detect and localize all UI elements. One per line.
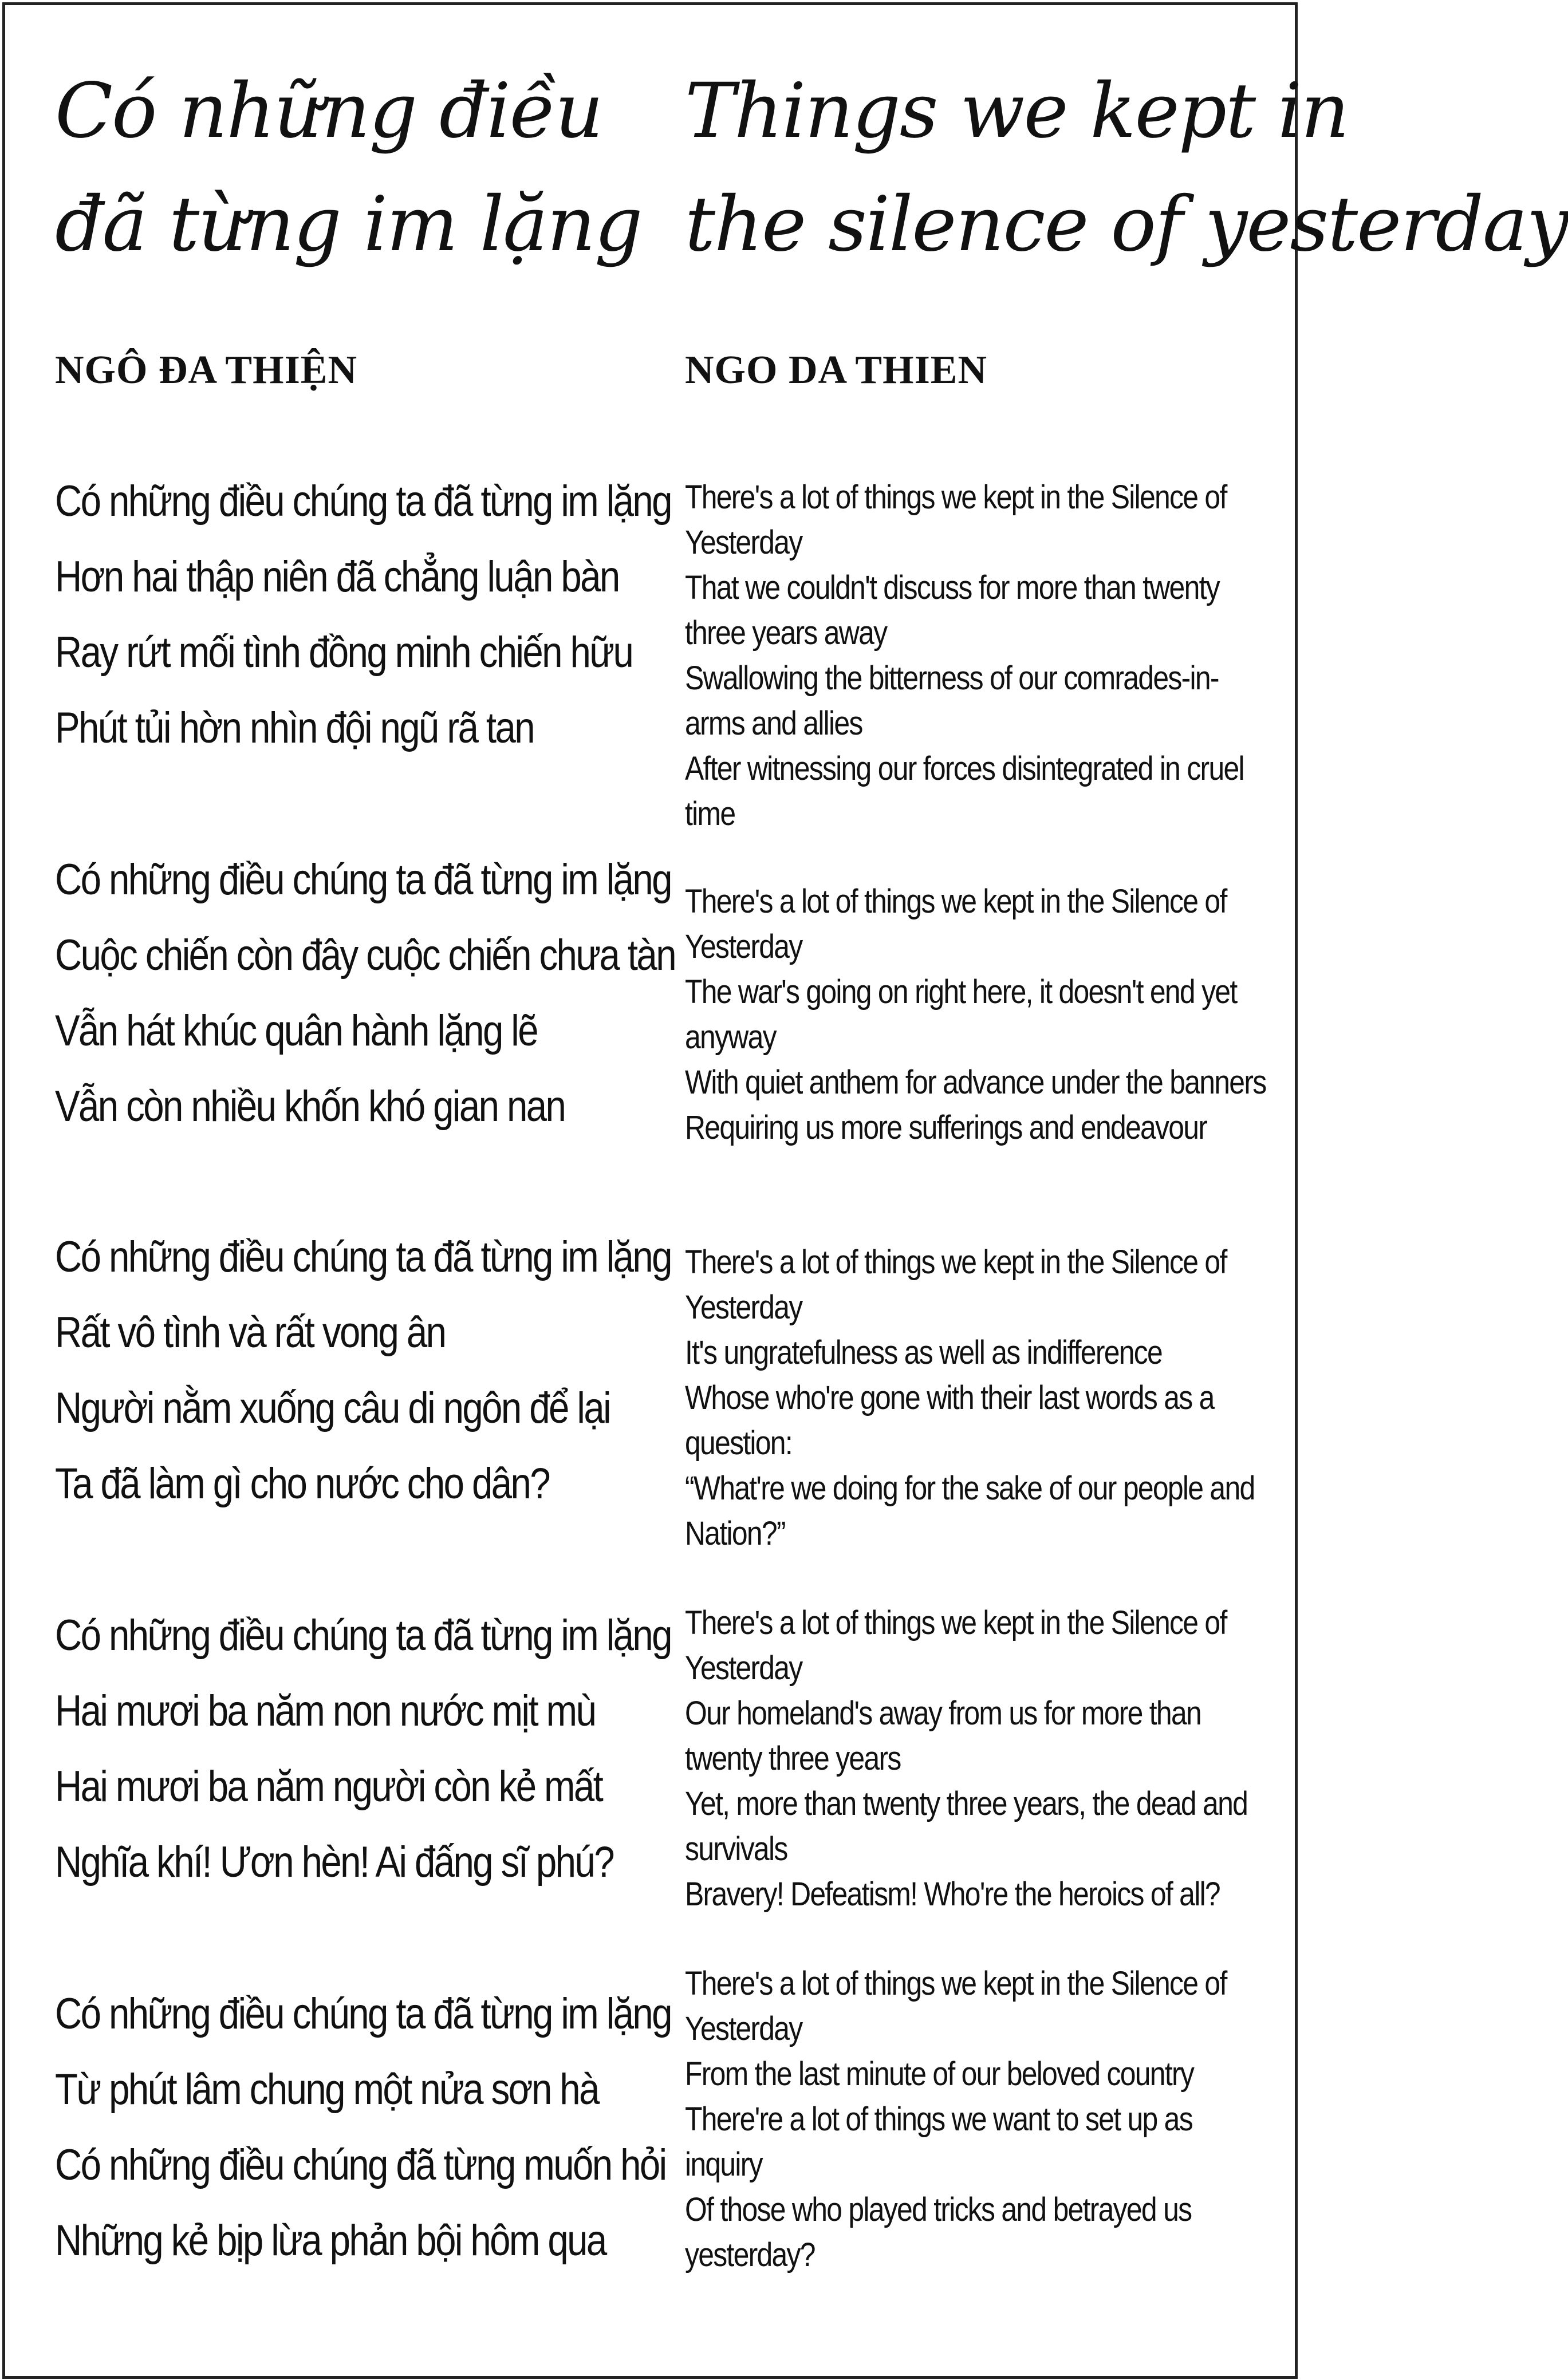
poem-line: “What're we doing for the sake of our people and Nation?”: [685, 1470, 1255, 1552]
poem-line: Our homeland's away from us for more than twenty three years: [685, 1695, 1201, 1777]
vietnamese-stanza-2: [55, 842, 776, 1144]
english-title-line-2: the silence of yesterday: [685, 180, 1568, 269]
poem-line: Nghĩa khí! Ươn hèn! Ai đấng sĩ phú?: [55, 1838, 613, 1886]
vietnamese-author: NGÔ ĐA THIỆN: [55, 348, 358, 392]
poem-line: Hai mươi ba năm non nước mịt mù: [55, 1687, 596, 1735]
english-stanza-1: [685, 475, 1361, 836]
vietnamese-title-line-2: đã từng im lặng: [55, 180, 642, 269]
poem-line: Có những điều chúng ta đã từng im lặng: [55, 855, 671, 904]
poem-line: Ray rứt mối tình đồng minh chiến hữu: [55, 628, 633, 677]
poem-line: Cuộc chiến còn đây cuộc chiến chưa tàn: [55, 931, 675, 980]
english-title: [685, 54, 1568, 281]
poem-line: Yet, more than twenty three years, the dead and survivals: [685, 1785, 1248, 1868]
vietnamese-title-line-1: Có những điều: [55, 67, 602, 155]
poem-line: Có những điều chúng ta đã từng im lặng: [55, 1990, 671, 2038]
poem-line: Ta đã làm gì cho nước cho dân?: [55, 1459, 550, 1508]
poem-line: Bravery! Defeatism! Who're the heroics of all?: [685, 1876, 1220, 1913]
poem-line: Swallowing the bitterness of our comrades-in-arms and allies: [685, 660, 1219, 742]
poem-line: Có những điều chúng ta đã từng im lặng: [55, 1233, 671, 1281]
poem-line: Hơn hai thập niên đã chẳng luận bàn: [55, 552, 619, 601]
vietnamese-stanza-3: [55, 1219, 771, 1522]
poem-line: There's a lot of things we kept in the Silence of Yesterday: [685, 1965, 1227, 2047]
vietnamese-stanza-4: [55, 1598, 771, 1900]
poem-line: The war's going on right here, it doesn't end yet anyway: [685, 973, 1237, 1056]
english-stanza-4: [685, 1600, 1361, 1917]
poem-line: It's ungratefulness as well as indifference: [685, 1334, 1162, 1371]
poem-line: Có những điều chúng ta đã từng im lặng: [55, 477, 671, 526]
poem-line: There's a lot of things we kept in the Silence of Yesterday: [685, 479, 1227, 561]
poem-line: Vẫn hát khúc quân hành lặng lẽ: [55, 1007, 538, 1055]
poem-line: With quiet anthem for advance under the banners: [685, 1064, 1266, 1101]
poem-line: Vẫn còn nhiều khốn khó gian nan: [55, 1082, 565, 1131]
poem-line: Hai mươi ba năm người còn kẻ mất: [55, 1762, 602, 1811]
poem-line: Of those who played tricks and betrayed us yesterday?: [685, 2191, 1192, 2274]
poem-line: Rất vô tình và rất vong ân: [55, 1308, 446, 1357]
poem-line: After witnessing our forces disintegrated in cruel time: [685, 750, 1244, 832]
poem-line: There's a lot of things we kept in the Silence of Yesterday: [685, 1244, 1227, 1326]
poem-line: Từ phút lâm chung một nửa sơn hà: [55, 2065, 598, 2114]
poem-line: There's a lot of things we kept in the Silence of Yesterday: [685, 1604, 1227, 1687]
poem-line: Whose who're gone with their last words as a question:: [685, 1379, 1214, 1462]
english-title-line-1: Things we kept in: [685, 67, 1349, 155]
poem-line: There's a lot of things we kept in the Silence of Yesterday: [685, 883, 1227, 965]
poem-line: Có những điều chúng ta đã từng im lặng: [55, 1611, 671, 1660]
poem-line: There're a lot of things we want to set up as inquiry: [685, 2101, 1192, 2183]
vietnamese-stanza-5: [55, 1976, 771, 2279]
english-stanza-5: [685, 1961, 1361, 2278]
english-author: NGO DA THIEN: [685, 348, 988, 392]
english-stanza-2: [685, 879, 1361, 1150]
poem-line: Requiring us more sufferings and endeavour: [685, 1109, 1207, 1146]
poem-line: Phút tủi hờn nhìn đội ngũ rã tan: [55, 704, 534, 752]
poem-line: Những kẻ bịp lừa phản bội hôm qua: [55, 2216, 606, 2265]
vietnamese-title: [55, 54, 641, 281]
poem-line: That we couldn't discuss for more than twenty three years away: [685, 569, 1219, 652]
poem-line: From the last minute of our beloved country: [685, 2055, 1194, 2093]
poem-line: Có những điều chúng đã từng muốn hỏi: [55, 2141, 666, 2189]
vietnamese-stanza-1: [55, 464, 771, 766]
english-stanza-3: [685, 1240, 1361, 1556]
poem-line: Người nằm xuống câu di ngôn để lại: [55, 1384, 610, 1432]
